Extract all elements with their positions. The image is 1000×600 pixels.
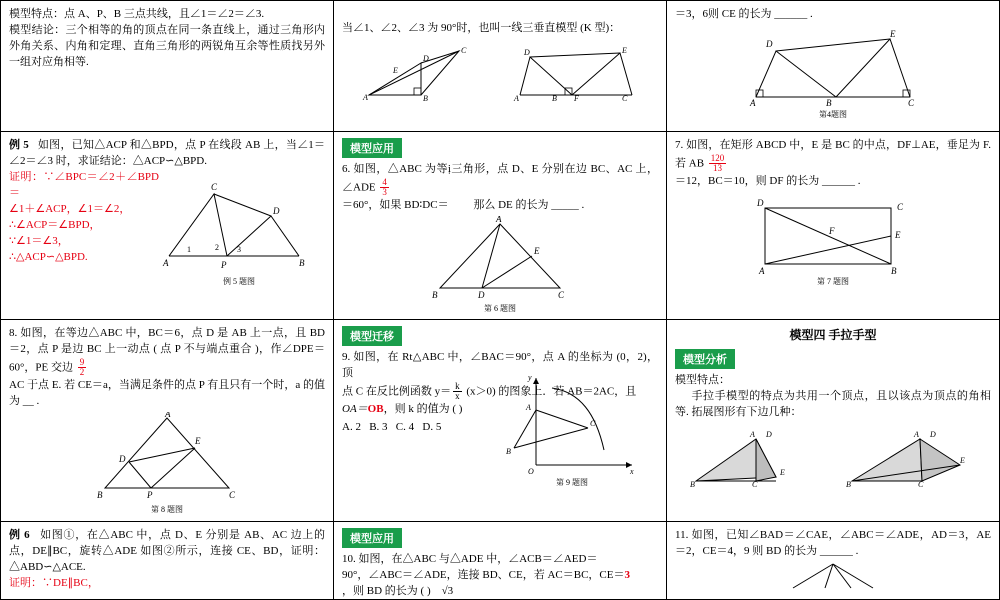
- q6-figure: [420, 216, 580, 301]
- q10-number: 10.: [342, 553, 356, 565]
- k-model-text: 当∠1、∠2、∠3 为 90°时，也叫一线三垂直模型 (K 型)：: [342, 22, 621, 34]
- q9-figure: [492, 370, 642, 475]
- q10-body3: ，则 BD 的长为 ( ): [342, 584, 431, 597]
- svg-text:C: C: [621, 93, 627, 101]
- svg-text:B: B: [551, 93, 557, 101]
- q6-fraction: [380, 178, 389, 198]
- svg-text:E: E: [780, 467, 785, 477]
- q8-fraction: [78, 358, 87, 378]
- q9-choices: [342, 420, 492, 436]
- svg-text:C: C: [229, 489, 236, 500]
- q9-body2: 点 C 在反比例函数: [342, 385, 432, 398]
- q6-body-b: [342, 198, 658, 214]
- cell-example5: [1, 132, 333, 319]
- svg-text:C: C: [897, 201, 904, 212]
- svg-text:D: D: [766, 429, 772, 439]
- cell-q6: [334, 132, 666, 319]
- example6-proof: 证明：∵DE∥BC，: [9, 576, 99, 589]
- svg-text:B: B: [97, 489, 103, 500]
- svg-text:D: D: [930, 429, 936, 439]
- q10-line2: [342, 568, 658, 584]
- tag-model-analysis: 模型分析: [675, 349, 735, 369]
- model4-title: 模型四 手拉手型: [789, 328, 877, 342]
- svg-text:B: B: [826, 97, 832, 107]
- q7-caption: 第 7 题图: [817, 276, 849, 286]
- k-model-figure-left: [359, 43, 479, 101]
- q8-text: [9, 326, 325, 378]
- svg-text:1: 1: [187, 244, 191, 254]
- q9-red-frag: OB: [367, 402, 384, 415]
- q7-number: 7.: [675, 139, 684, 151]
- cell-q10: [334, 522, 666, 599]
- q8-body-b: AC 于点 E. 若 CE＝a，当满足条件的点 P 有且只有一个时，a 的值为 __ .: [9, 378, 325, 407]
- q8-body-a: 如图，在等边△ABC 中，BC＝6，点 D 是 AB 上一点，且 BD＝2，点 P 是边 BC 上一动点 ( 点 P 不与端点重合 )，作∠DPE＝60°，PE 交边: [9, 327, 326, 374]
- q6-text: [342, 162, 658, 198]
- cell-example6: [1, 522, 333, 599]
- model-feature-line2: 模型结论：三个相等的角的顶点在同一条直线上，通过三角形内外角关系、内角和定理、直角三角形的两锐角互余等性质找另外一组对应角相等.: [9, 23, 325, 68]
- svg-text:B: B: [432, 289, 438, 300]
- svg-text:A: A: [496, 215, 502, 224]
- svg-text:D: D: [766, 38, 773, 49]
- q9-caption: 第 9 题图: [556, 477, 588, 487]
- svg-text:A: A: [165, 411, 171, 419]
- example6-body: 如图①，在△ABC 中，点 D、E 分别是 AB、AC 边上的点，DE∥BC，旋转△ADE 如图②所示，连接 CE、BD，证明：△ABD∽△ACE.: [9, 529, 326, 573]
- tag-model-application-2: 模型应用: [342, 528, 402, 548]
- q8-frac-num: 9: [79, 356, 85, 367]
- svg-text:x: x: [630, 466, 634, 475]
- svg-text:F: F: [573, 93, 579, 101]
- svg-text:A: A: [362, 92, 368, 101]
- cell-k-model: [334, 1, 666, 131]
- svg-text:C: C: [908, 97, 915, 107]
- model4-feature-text: 手拉手模型的特点为共用一个顶点，且以该点为顶点的角相等. 拓展图形有下边几种：: [675, 389, 991, 418]
- q11-figure: [773, 562, 893, 590]
- q7-frac-num: 120: [710, 152, 725, 163]
- cell-q11: [667, 522, 999, 599]
- svg-text:P: P: [147, 489, 153, 500]
- svg-text:E: E: [621, 45, 627, 55]
- example6-text: [9, 528, 325, 576]
- svg-text:A: A: [750, 429, 755, 439]
- q9-frac-num: k: [455, 380, 460, 391]
- example5-caption: 例 5 题图: [223, 276, 255, 286]
- q9-choice-c[interactable]: C. 4: [395, 420, 415, 433]
- model4-figure-2: [842, 425, 982, 487]
- svg-text:D: D: [523, 47, 530, 57]
- svg-text:D: D: [757, 197, 764, 208]
- example5-body: 如图，已知△ACP 和△BPD，点 P 在线段 AB 上，当∠1＝∠2＝∠3 时，求证结论：△ACP∽△BPD.: [9, 139, 325, 167]
- cell-q4: [667, 1, 999, 131]
- q8-number: 8.: [9, 327, 18, 339]
- svg-text:O: O: [528, 466, 534, 475]
- svg-text:C: C: [211, 181, 218, 192]
- q8-figure: [77, 412, 257, 502]
- svg-text:3: 3: [237, 244, 241, 254]
- svg-text:B: B: [422, 93, 428, 101]
- q9-frac-den: x: [455, 391, 460, 402]
- q9-choice-b[interactable]: B. 3: [369, 420, 388, 433]
- example5-text: [9, 138, 325, 170]
- example5-figure: [159, 176, 314, 276]
- q6-caption: 第 6 题图: [484, 303, 516, 313]
- tag-model-transfer: 模型迁移: [342, 326, 402, 346]
- example6-label: 例 6: [9, 529, 30, 541]
- model-feature-line1: 模型特点：点 A、P、B 三点共线，且∠1＝∠2＝∠3.: [9, 8, 265, 20]
- example5-proof-2: ∠1＋∠ACP，∠1＝∠2，: [9, 202, 131, 215]
- q9-fraction: [453, 382, 462, 402]
- q10-sqrt-frag: √3: [441, 584, 454, 597]
- q11-number: 11.: [675, 529, 689, 541]
- example5-proof-5: ∴△ACP∽△BPD.: [9, 250, 88, 263]
- q6-number: 6.: [342, 163, 351, 175]
- svg-text:P: P: [221, 259, 227, 270]
- q9-choice-a[interactable]: A. 2: [342, 420, 361, 433]
- q6-frac-num: 4: [382, 176, 387, 187]
- cell-q9: [334, 320, 666, 521]
- model4-figure-1: [684, 425, 824, 487]
- cell-q8: [1, 320, 333, 521]
- svg-text:D: D: [273, 205, 280, 216]
- q9-func-y: y＝: [434, 385, 452, 398]
- q6-frac-den: 3: [382, 187, 387, 198]
- svg-text:C: C: [752, 479, 758, 487]
- q9-body1: 如图，在 Rt△ABC 中，∠BAC＝90°，点 A 的坐标为 (0，2)，顶: [342, 351, 658, 379]
- svg-text:D: D: [422, 53, 429, 63]
- svg-text:C: C: [590, 418, 596, 428]
- svg-text:B: B: [846, 479, 851, 487]
- q8-caption: 第 8 题图: [151, 504, 183, 514]
- q10-body1: 如图，在△ABC 与△ADE 中，∠ACB＝∠AED＝: [358, 553, 598, 565]
- svg-text:B: B: [506, 446, 511, 456]
- svg-text:y: y: [528, 372, 532, 382]
- q9-line3: OA＝OB，则 k 的值为 ( ): [342, 402, 463, 415]
- q7-body-b: ＝12，BC＝10，则 DF 的长为 ______ .: [675, 174, 861, 187]
- cell-q7: [667, 132, 999, 319]
- svg-text:D: D: [478, 289, 485, 300]
- svg-text:A: A: [526, 402, 531, 412]
- q11-body: 如图，已知∠BAD＝∠CAE，∠ABC＝∠ADE，AD＝3，AE＝2，CE＝4，9 则 BD 的长为 ______ .: [675, 529, 992, 557]
- svg-text:D: D: [119, 453, 126, 464]
- svg-text:A: A: [750, 97, 756, 107]
- q4-text: ＝3，6则 CE 的长为 ______ .: [675, 8, 813, 20]
- svg-text:A: A: [914, 429, 919, 439]
- q9-body3: (x＞0) 的图象上．若 AB＝2AC，且: [466, 385, 637, 398]
- svg-text:B: B: [690, 479, 695, 487]
- svg-text:A: A: [759, 265, 765, 274]
- example5-proof-4: ∵∠1＝∠3，: [9, 234, 69, 247]
- svg-text:A: A: [163, 257, 169, 268]
- svg-text:E: E: [195, 435, 201, 446]
- svg-text:E: E: [960, 455, 965, 465]
- q4-caption: 第4题图: [819, 109, 847, 119]
- q10-line1: [342, 552, 658, 568]
- model4-feature-title: 模型特点：: [675, 374, 730, 386]
- svg-text:A: A: [513, 93, 519, 101]
- svg-text:C: C: [460, 45, 466, 55]
- q7-body-a: 如图，在矩形 ABCD 中，E 是 BC 的中点，DF⊥AE，垂足为 F. 若 AB: [675, 139, 992, 170]
- q10-red-frag: 3: [624, 568, 630, 581]
- svg-text:B: B: [299, 257, 305, 268]
- q6-body-b-text: ＝60°，如果 BD∶DC＝: [342, 198, 449, 211]
- cell-model-features: [1, 1, 333, 131]
- k-model-figure-right: [512, 43, 642, 101]
- cell-model4: [667, 320, 999, 521]
- svg-text:C: C: [918, 479, 924, 487]
- q4-figure: [738, 27, 928, 107]
- example5-proof-3: ∴∠ACP＝∠BPD，: [9, 218, 101, 231]
- q6-body-c-text: 那么 DE 的长为 _____ .: [473, 198, 585, 211]
- svg-text:E: E: [534, 245, 540, 256]
- example5-label: 例 5: [9, 139, 29, 151]
- svg-text:F: F: [829, 225, 835, 236]
- svg-text:E: E: [890, 28, 896, 39]
- tag-model-application-1: 模型应用: [342, 138, 402, 158]
- q9-number: 9.: [342, 351, 351, 363]
- q10-line3: [342, 584, 658, 600]
- q9-choice-d[interactable]: D. 5: [422, 420, 442, 433]
- q10-body2: 90°，∠ABC＝∠ADE，连接 BD、CE，若 AC＝BC，CE＝: [342, 568, 625, 581]
- q8-frac-den: 2: [79, 367, 85, 378]
- q6-body-a: 如图，△ABC 为等ị三角形，点 D、E 分别在边 BC、AC 上，∠ADE: [342, 163, 659, 194]
- q7-fraction: [709, 154, 727, 174]
- svg-text:C: C: [558, 289, 565, 300]
- svg-text:B: B: [891, 265, 897, 274]
- example5-proof-1: 证明：∵∠BPC＝∠2＋∠BPD＝: [9, 170, 159, 199]
- q7-frac-den: 13: [713, 163, 723, 174]
- svg-text:E: E: [392, 65, 398, 75]
- q11-text: [675, 528, 991, 560]
- svg-text:E: E: [895, 229, 901, 240]
- q7-figure: [743, 194, 923, 274]
- q7-text: [675, 138, 991, 174]
- svg-text:2: 2: [215, 242, 219, 252]
